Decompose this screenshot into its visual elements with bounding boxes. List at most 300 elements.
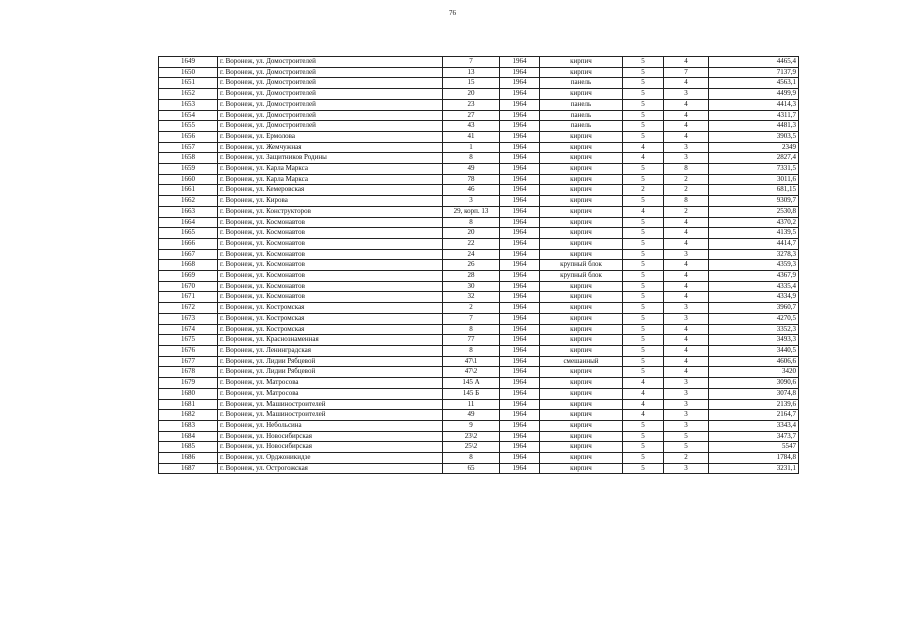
year-cell: 1964 [500, 131, 540, 142]
area-cell: 4481,3 [709, 121, 799, 132]
floors-cell: 5 [623, 228, 664, 239]
address-cell: г. Воронеж, ул. Жемчужная [218, 142, 443, 153]
year-cell: 1964 [500, 260, 540, 271]
floors-cell: 5 [623, 313, 664, 324]
area-cell: 2139,6 [709, 399, 799, 410]
house-number-cell: 1 [443, 142, 500, 153]
house-number-cell: 49 [443, 164, 500, 175]
table-row [159, 431, 799, 442]
entrances-cell: 3 [664, 303, 709, 314]
entrances-cell: 5 [664, 431, 709, 442]
house-number-cell: 26 [443, 260, 500, 271]
table-row [159, 442, 799, 453]
table-row [159, 99, 799, 110]
house-number-cell: 46 [443, 185, 500, 196]
address-cell: г. Воронеж, ул. Конструкторов [218, 206, 443, 217]
area-cell: 3011,6 [709, 174, 799, 185]
floors-cell: 5 [623, 174, 664, 185]
entrances-cell: 3 [664, 420, 709, 431]
floors-cell: 4 [623, 378, 664, 389]
year-cell: 1964 [500, 420, 540, 431]
floors-cell: 5 [623, 196, 664, 207]
row-number-cell: 1671 [159, 292, 218, 303]
entrances-cell: 3 [664, 142, 709, 153]
table-row [159, 174, 799, 185]
address-cell: г. Воронеж, ул. Матросова [218, 388, 443, 399]
wall-material-cell: смешанный [540, 356, 623, 367]
house-number-cell: 7 [443, 57, 500, 68]
house-number-cell: 30 [443, 281, 500, 292]
area-cell: 2827,4 [709, 153, 799, 164]
table-body [159, 57, 799, 474]
area-cell: 3278,3 [709, 249, 799, 260]
floors-cell: 5 [623, 99, 664, 110]
page-number: 76 [449, 9, 456, 17]
table-row [159, 110, 799, 121]
entrances-cell: 2 [664, 206, 709, 217]
row-number-cell: 1678 [159, 367, 218, 378]
house-number-cell: 11 [443, 399, 500, 410]
wall-material-cell: крупный блок [540, 260, 623, 271]
floors-cell: 5 [623, 249, 664, 260]
wall-material-cell: кирпич [540, 249, 623, 260]
house-number-cell: 3 [443, 196, 500, 207]
entrances-cell: 4 [664, 121, 709, 132]
table-row [159, 206, 799, 217]
area-cell: 3420 [709, 367, 799, 378]
address-cell: г. Воронеж, ул. Краснознаменная [218, 335, 443, 346]
address-cell: г. Воронеж, ул. Острогожская [218, 463, 443, 474]
house-number-cell: 24 [443, 249, 500, 260]
wall-material-cell: кирпич [540, 367, 623, 378]
row-number-cell: 1670 [159, 281, 218, 292]
table-row [159, 335, 799, 346]
entrances-cell: 3 [664, 399, 709, 410]
house-number-cell: 47\1 [443, 356, 500, 367]
floors-cell: 5 [623, 89, 664, 100]
house-number-cell: 27 [443, 110, 500, 121]
floors-cell: 5 [623, 335, 664, 346]
table-row [159, 303, 799, 314]
area-cell: 3343,4 [709, 420, 799, 431]
house-number-cell: 20 [443, 89, 500, 100]
floors-cell: 5 [623, 67, 664, 78]
year-cell: 1964 [500, 356, 540, 367]
area-cell: 4465,4 [709, 57, 799, 68]
floors-cell: 5 [623, 303, 664, 314]
year-cell: 1964 [500, 99, 540, 110]
entrances-cell: 8 [664, 164, 709, 175]
row-number-cell: 1652 [159, 89, 218, 100]
house-number-cell: 43 [443, 121, 500, 132]
area-cell: 3440,5 [709, 345, 799, 356]
entrances-cell: 4 [664, 238, 709, 249]
address-cell: г. Воронеж, ул. Космонавтов [218, 260, 443, 271]
area-cell: 4606,6 [709, 356, 799, 367]
table-row [159, 57, 799, 68]
entrances-cell: 2 [664, 185, 709, 196]
year-cell: 1964 [500, 281, 540, 292]
row-number-cell: 1673 [159, 313, 218, 324]
floors-cell: 5 [623, 292, 664, 303]
table-row [159, 217, 799, 228]
year-cell: 1964 [500, 442, 540, 453]
floors-cell: 5 [623, 431, 664, 442]
floors-cell: 5 [623, 367, 664, 378]
row-number-cell: 1668 [159, 260, 218, 271]
entrances-cell: 4 [664, 260, 709, 271]
wall-material-cell: кирпич [540, 431, 623, 442]
house-number-cell: 65 [443, 463, 500, 474]
house-number-cell: 41 [443, 131, 500, 142]
table-row [159, 356, 799, 367]
house-number-cell: 28 [443, 271, 500, 282]
wall-material-cell: кирпич [540, 442, 623, 453]
area-cell: 4370,2 [709, 217, 799, 228]
area-cell: 3352,3 [709, 324, 799, 335]
house-number-cell: 23 [443, 99, 500, 110]
address-cell: г. Воронеж, ул. Костромская [218, 303, 443, 314]
row-number-cell: 1661 [159, 185, 218, 196]
wall-material-cell: крупный блок [540, 271, 623, 282]
table-row [159, 367, 799, 378]
address-cell: г. Воронеж, ул. Машиностроителей [218, 399, 443, 410]
table-row [159, 345, 799, 356]
entrances-cell: 3 [664, 410, 709, 421]
area-cell: 2530,8 [709, 206, 799, 217]
wall-material-cell: панель [540, 99, 623, 110]
table-row [159, 89, 799, 100]
floors-cell: 5 [623, 420, 664, 431]
entrances-cell: 3 [664, 463, 709, 474]
table-row [159, 78, 799, 89]
entrances-cell: 7 [664, 67, 709, 78]
entrances-cell: 4 [664, 292, 709, 303]
table-row [159, 131, 799, 142]
address-cell: г. Воронеж, ул. Космонавтов [218, 249, 443, 260]
year-cell: 1964 [500, 303, 540, 314]
address-cell: г. Воронеж, ул. Ермолова [218, 131, 443, 142]
year-cell: 1964 [500, 57, 540, 68]
year-cell: 1964 [500, 463, 540, 474]
wall-material-cell: кирпич [540, 185, 623, 196]
house-number-cell: 78 [443, 174, 500, 185]
area-cell: 4414,3 [709, 99, 799, 110]
entrances-cell: 4 [664, 281, 709, 292]
area-cell: 4414,7 [709, 238, 799, 249]
row-number-cell: 1659 [159, 164, 218, 175]
year-cell: 1964 [500, 271, 540, 282]
wall-material-cell: кирпич [540, 238, 623, 249]
floors-cell: 4 [623, 153, 664, 164]
entrances-cell: 3 [664, 313, 709, 324]
wall-material-cell: кирпич [540, 196, 623, 207]
table-row [159, 281, 799, 292]
wall-material-cell: кирпич [540, 410, 623, 421]
address-cell: г. Воронеж, ул. Орджоникидзе [218, 453, 443, 464]
address-cell: г. Воронеж, ул. Космонавтов [218, 271, 443, 282]
entrances-cell: 4 [664, 367, 709, 378]
address-cell: г. Воронеж, ул. Матросова [218, 378, 443, 389]
wall-material-cell: кирпич [540, 67, 623, 78]
address-cell: г. Воронеж, ул. Костромская [218, 324, 443, 335]
year-cell: 1964 [500, 121, 540, 132]
year-cell: 1964 [500, 164, 540, 175]
row-number-cell: 1676 [159, 345, 218, 356]
house-number-cell: 8 [443, 153, 500, 164]
address-cell: г. Воронеж, ул. Домостроителей [218, 99, 443, 110]
wall-material-cell: кирпич [540, 378, 623, 389]
house-number-cell: 29, корп. 13 [443, 206, 500, 217]
address-cell: г. Воронеж, ул. Кирова [218, 196, 443, 207]
address-cell: г. Воронеж, ул. Домостроителей [218, 78, 443, 89]
area-cell: 1784,8 [709, 453, 799, 464]
entrances-cell: 8 [664, 196, 709, 207]
table-row [159, 399, 799, 410]
row-number-cell: 1685 [159, 442, 218, 453]
area-cell: 4311,7 [709, 110, 799, 121]
address-cell: г. Воронеж, ул. Кемеровская [218, 185, 443, 196]
floors-cell: 5 [623, 324, 664, 335]
house-number-cell: 13 [443, 67, 500, 78]
wall-material-cell: кирпич [540, 335, 623, 346]
house-number-cell: 8 [443, 453, 500, 464]
year-cell: 1964 [500, 453, 540, 464]
row-number-cell: 1660 [159, 174, 218, 185]
table-row [159, 410, 799, 421]
address-cell: г. Воронеж, ул. Машиностроителей [218, 410, 443, 421]
wall-material-cell: панель [540, 78, 623, 89]
house-number-cell: 77 [443, 335, 500, 346]
floors-cell: 5 [623, 110, 664, 121]
area-cell: 3473,7 [709, 431, 799, 442]
year-cell: 1964 [500, 249, 540, 260]
table-row [159, 238, 799, 249]
row-number-cell: 1658 [159, 153, 218, 164]
address-cell: г. Воронеж, ул. Карла Маркса [218, 174, 443, 185]
entrances-cell: 3 [664, 153, 709, 164]
address-cell: г. Воронеж, ул. Космонавтов [218, 217, 443, 228]
entrances-cell: 2 [664, 174, 709, 185]
area-cell: 3493,3 [709, 335, 799, 346]
year-cell: 1964 [500, 89, 540, 100]
floors-cell: 5 [623, 453, 664, 464]
row-number-cell: 1686 [159, 453, 218, 464]
table-row [159, 228, 799, 239]
area-cell: 2349 [709, 142, 799, 153]
table-row [159, 249, 799, 260]
address-cell: г. Воронеж, ул. Космонавтов [218, 238, 443, 249]
table-row [159, 67, 799, 78]
wall-material-cell: кирпич [540, 388, 623, 399]
table-row [159, 121, 799, 132]
house-number-cell: 145 Б [443, 388, 500, 399]
wall-material-cell: кирпич [540, 420, 623, 431]
entrances-cell: 4 [664, 131, 709, 142]
address-cell: г. Воронеж, ул. Костромская [218, 313, 443, 324]
wall-material-cell: кирпич [540, 153, 623, 164]
area-cell: 7137,9 [709, 67, 799, 78]
entrances-cell: 4 [664, 345, 709, 356]
year-cell: 1964 [500, 185, 540, 196]
area-cell: 4359,3 [709, 260, 799, 271]
address-cell: г. Воронеж, ул. Защитников Родины [218, 153, 443, 164]
year-cell: 1964 [500, 174, 540, 185]
address-cell: г. Воронеж, ул. Лидии Рябцевой [218, 367, 443, 378]
row-number-cell: 1656 [159, 131, 218, 142]
house-number-cell: 2 [443, 303, 500, 314]
entrances-cell: 4 [664, 324, 709, 335]
year-cell: 1964 [500, 324, 540, 335]
area-cell: 3903,5 [709, 131, 799, 142]
wall-material-cell: панель [540, 110, 623, 121]
entrances-cell: 3 [664, 249, 709, 260]
wall-material-cell: панель [540, 121, 623, 132]
address-cell: г. Воронеж, ул. Домостроителей [218, 89, 443, 100]
housing-registry-table [158, 56, 799, 474]
row-number-cell: 1679 [159, 378, 218, 389]
year-cell: 1964 [500, 313, 540, 324]
entrances-cell: 3 [664, 388, 709, 399]
row-number-cell: 1677 [159, 356, 218, 367]
house-number-cell: 23\2 [443, 431, 500, 442]
floors-cell: 5 [623, 121, 664, 132]
wall-material-cell: кирпич [540, 463, 623, 474]
house-number-cell: 49 [443, 410, 500, 421]
table-row [159, 153, 799, 164]
house-number-cell: 9 [443, 420, 500, 431]
wall-material-cell: кирпич [540, 57, 623, 68]
wall-material-cell: кирпич [540, 217, 623, 228]
area-cell: 4499,9 [709, 89, 799, 100]
area-cell: 4139,5 [709, 228, 799, 239]
floors-cell: 5 [623, 271, 664, 282]
floors-cell: 5 [623, 57, 664, 68]
house-number-cell: 8 [443, 345, 500, 356]
row-number-cell: 1663 [159, 206, 218, 217]
year-cell: 1964 [500, 217, 540, 228]
year-cell: 1964 [500, 196, 540, 207]
table-row [159, 378, 799, 389]
wall-material-cell: кирпич [540, 174, 623, 185]
floors-cell: 5 [623, 345, 664, 356]
floors-cell: 4 [623, 410, 664, 421]
row-number-cell: 1669 [159, 271, 218, 282]
address-cell: г. Воронеж, ул. Домостроителей [218, 121, 443, 132]
wall-material-cell: кирпич [540, 142, 623, 153]
floors-cell: 5 [623, 281, 664, 292]
row-number-cell: 1666 [159, 238, 218, 249]
entrances-cell: 4 [664, 271, 709, 282]
area-cell: 3074,8 [709, 388, 799, 399]
address-cell: г. Воронеж, ул. Космонавтов [218, 228, 443, 239]
year-cell: 1964 [500, 431, 540, 442]
address-cell: г. Воронеж, ул. Домостроителей [218, 57, 443, 68]
floors-cell: 4 [623, 388, 664, 399]
year-cell: 1964 [500, 153, 540, 164]
year-cell: 1964 [500, 142, 540, 153]
area-cell: 7331,5 [709, 164, 799, 175]
table-row [159, 271, 799, 282]
entrances-cell: 4 [664, 57, 709, 68]
address-cell: г. Воронеж, ул. Ленинградская [218, 345, 443, 356]
table-row [159, 164, 799, 175]
address-cell: г. Воронеж, ул. Небольсина [218, 420, 443, 431]
wall-material-cell: кирпич [540, 281, 623, 292]
address-cell: г. Воронеж, ул. Новосибирская [218, 442, 443, 453]
table-row [159, 324, 799, 335]
area-cell: 681,15 [709, 185, 799, 196]
table-row [159, 292, 799, 303]
wall-material-cell: кирпич [540, 89, 623, 100]
floors-cell: 5 [623, 131, 664, 142]
entrances-cell: 2 [664, 453, 709, 464]
address-cell: г. Воронеж, ул. Лидии Рябцевой [218, 356, 443, 367]
floors-cell: 4 [623, 206, 664, 217]
floors-cell: 5 [623, 442, 664, 453]
area-cell: 2164,7 [709, 410, 799, 421]
table-row [159, 453, 799, 464]
floors-cell: 5 [623, 260, 664, 271]
row-number-cell: 1654 [159, 110, 218, 121]
entrances-cell: 4 [664, 217, 709, 228]
table-row [159, 420, 799, 431]
house-number-cell: 32 [443, 292, 500, 303]
year-cell: 1964 [500, 335, 540, 346]
area-cell: 4563,1 [709, 78, 799, 89]
address-cell: г. Воронеж, ул. Новосибирская [218, 431, 443, 442]
year-cell: 1964 [500, 399, 540, 410]
year-cell: 1964 [500, 410, 540, 421]
year-cell: 1964 [500, 206, 540, 217]
wall-material-cell: кирпич [540, 292, 623, 303]
wall-material-cell: кирпич [540, 228, 623, 239]
floors-cell: 5 [623, 238, 664, 249]
row-number-cell: 1680 [159, 388, 218, 399]
row-number-cell: 1650 [159, 67, 218, 78]
floors-cell: 4 [623, 399, 664, 410]
entrances-cell: 4 [664, 228, 709, 239]
row-number-cell: 1674 [159, 324, 218, 335]
year-cell: 1964 [500, 292, 540, 303]
area-cell: 3231,1 [709, 463, 799, 474]
house-number-cell: 22 [443, 238, 500, 249]
entrances-cell: 3 [664, 378, 709, 389]
wall-material-cell: кирпич [540, 206, 623, 217]
floors-cell: 4 [623, 142, 664, 153]
entrances-cell: 5 [664, 442, 709, 453]
table-row [159, 388, 799, 399]
area-cell: 4334,9 [709, 292, 799, 303]
row-number-cell: 1683 [159, 420, 218, 431]
wall-material-cell: кирпич [540, 324, 623, 335]
year-cell: 1964 [500, 238, 540, 249]
year-cell: 1964 [500, 378, 540, 389]
entrances-cell: 4 [664, 99, 709, 110]
house-number-cell: 15 [443, 78, 500, 89]
area-cell: 4270,5 [709, 313, 799, 324]
row-number-cell: 1675 [159, 335, 218, 346]
address-cell: г. Воронеж, ул. Космонавтов [218, 281, 443, 292]
table-row [159, 313, 799, 324]
floors-cell: 5 [623, 356, 664, 367]
wall-material-cell: кирпич [540, 345, 623, 356]
table-row [159, 196, 799, 207]
floors-cell: 2 [623, 185, 664, 196]
year-cell: 1964 [500, 228, 540, 239]
year-cell: 1964 [500, 388, 540, 399]
row-number-cell: 1657 [159, 142, 218, 153]
